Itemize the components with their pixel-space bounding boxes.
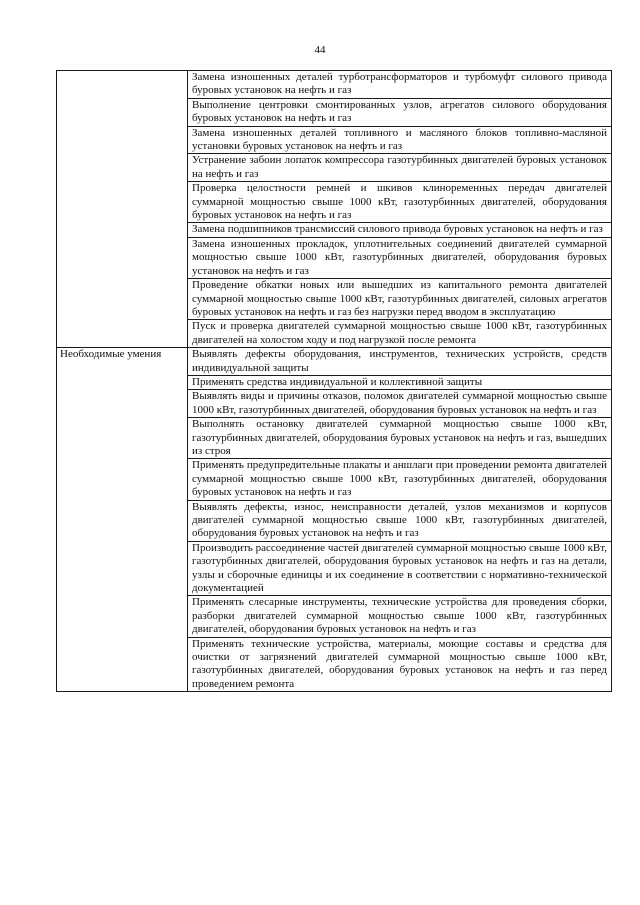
table-cell-text: Замена изношенных прокладок, уплотнительных соединений двигателей суммарной мощностью свыше 1000 кВт, газотурбинных двигателей, оборудования буровых установок на нефть и газ (188, 237, 612, 278)
table-cell-text: Выявлять дефекты, износ, неисправности деталей, узлов механизмов и корпусов двигателей суммарной мощностью свыше 1000 кВт, газотурбинных двигателей, оборудования буровых установок на нефть и газ (188, 500, 612, 541)
row-label-empty (57, 71, 188, 348)
row-label-skills: Необходимые умения (57, 348, 188, 692)
table-cell-text: Проверка целостности ремней и шкивов клиноременных передач двигателей суммарной мощностью свыше 1000 кВт, газотурбинных двигателей, оборудования буровых установок на нефть и газ (188, 182, 612, 223)
requirements-table (56, 70, 612, 692)
table-row (57, 348, 612, 376)
table-cell-text: Применять предупредительные плакаты и аншлаги при проведении ремонта двигателей суммарной мощностью свыше 1000 кВт, газотурбинных двигателей, оборудования буровых установок на нефть и газ (188, 459, 612, 500)
table-cell-text: Замена подшипников трансмиссий силового привода буровых установок на нефть и газ (188, 223, 612, 237)
table-cell-text: Выявлять дефекты оборудования, инструментов, технических устройств, средств индивидуальной защиты (188, 348, 612, 376)
table-cell-text: Применять слесарные инструменты, технические устройства для проведения сборки, разборки двигателей суммарной мощностью свыше 1000 кВт, газотурбинных двигателей, оборудования буровых установок на нефть и газ (188, 596, 612, 637)
table-cell-text: Выявлять виды и причины отказов, поломок двигателей суммарной мощностью свыше 1000 кВт, газотурбинных двигателей, оборудования буровых установок на нефть и газ (188, 390, 612, 418)
page-number: 44 (314, 44, 326, 56)
table-cell-text: Выполнять остановку двигателей суммарной мощностью свыше 1000 кВт, газотурбинных двигателей, оборудования буровых установок на нефть и газ, вышедших из строя (188, 418, 612, 459)
table-cell-text: Замена изношенных деталей турботрансформаторов и турбомуфт силового привода буровых установок на нефть и газ (188, 71, 612, 99)
table-cell-text: Выполнение центровки смонтированных узлов, агрегатов силового оборудования буровых установок на нефть и газ (188, 98, 612, 126)
table-cell-text: Проведение обкатки новых или вышедших из капитального ремонта двигателей суммарной мощностью свыше 1000 кВт, газотурбинных двигателей, силовых агрегатов буровых установок на нефть и газ без нагрузки перед вводом в эксплуатацию (188, 279, 612, 320)
table-cell-text: Пуск и проверка двигателей суммарной мощностью свыше 1000 кВт, газотурбинных двигателей на холостом ходу и под нагрузкой после ремонта (188, 320, 612, 348)
table-cell-text: Применять технические устройства, материалы, моющие составы и средства для очистки от загрязнений двигателей суммарной мощностью свыше 1000 кВт, газотурбинных двигателей, оборудования буровых установок на нефть и газ перед проведением ремонта (188, 637, 612, 692)
table-cell-text: Устранение забоин лопаток компрессора газотурбинных двигателей буровых установок на нефть и газ (188, 154, 612, 182)
table-cell-text: Замена изношенных деталей топливного и масляного блоков топливно-масляной установки буровых установок на нефть и газ (188, 126, 612, 154)
table-cell-text: Применять средства индивидуальной и коллективной защиты (188, 375, 612, 389)
table-row (57, 71, 612, 99)
table-cell-text: Производить рассоединение частей двигателей суммарной мощностью свыше 1000 кВт, газотурбинных двигателей, оборудования буровых установок на нефть и газ на детали, узлы и сборочные единицы и их соединение в соответствии с нормативно-технической документацией (188, 541, 612, 596)
